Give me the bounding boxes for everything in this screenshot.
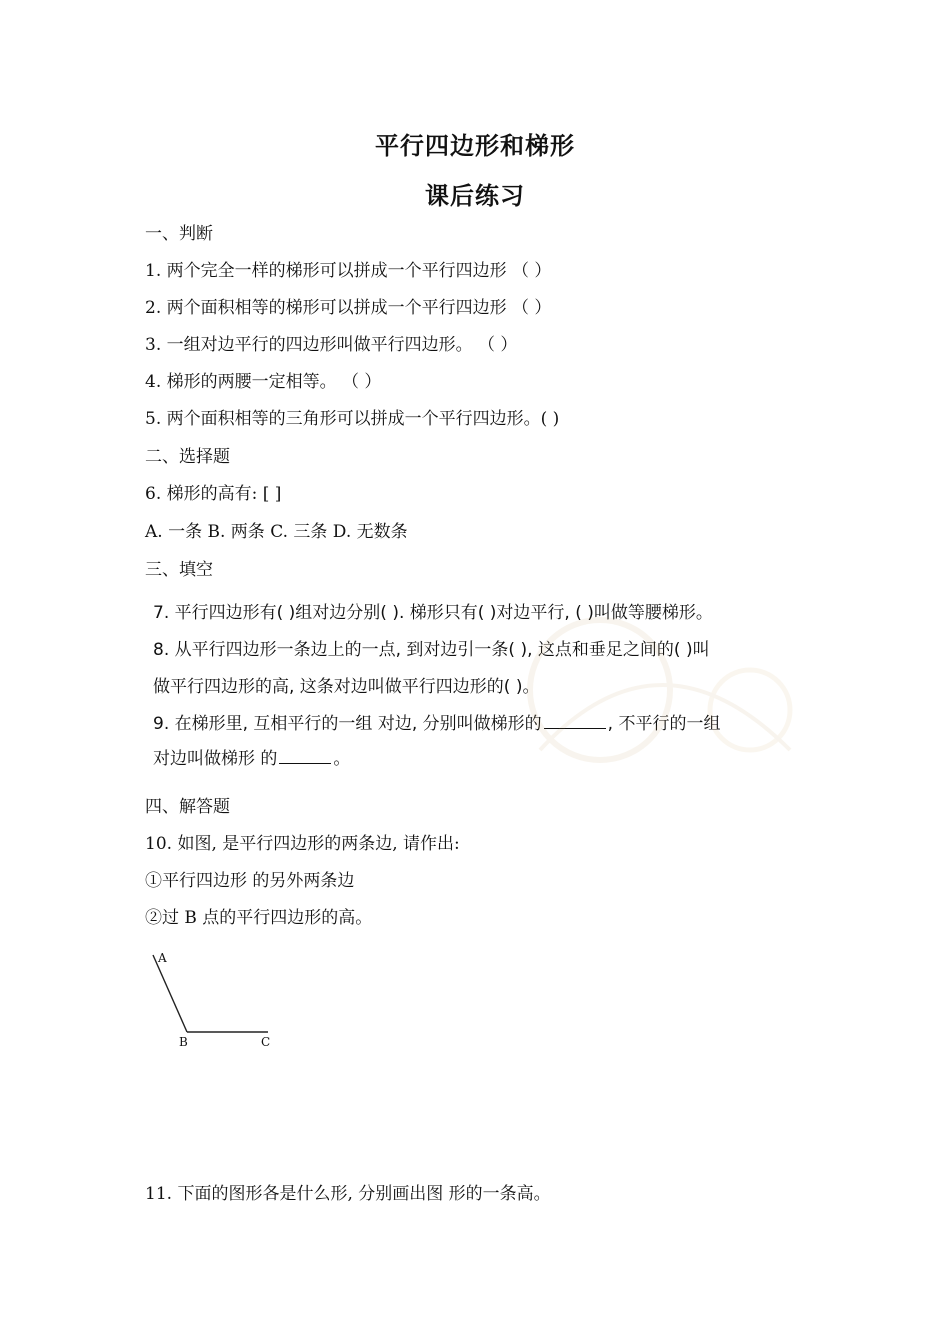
- answer-blank: [279, 762, 331, 764]
- page-title: 平行四边形和梯形: [375, 132, 575, 160]
- section-judgement: 一、判断: [145, 224, 213, 244]
- label-b: B: [179, 1035, 188, 1049]
- question-1: 1. 两个完全一样的梯形可以拼成一个平行四边形 （ ）: [145, 261, 552, 281]
- question-4: 4. 梯形的两腰一定相等。 （ ）: [145, 372, 382, 392]
- question-11: 11. 下面的图形各是什么形, 分别画出图 形的一条高。: [145, 1184, 551, 1204]
- question-8-line-1: 8. 从平行四边形一条边上的一点, 到对边引一条( ), 这点和垂足之间的( )叫: [153, 640, 710, 660]
- watermark-logo: [520, 600, 800, 780]
- question-10: 10. 如图, 是平行四边形的两条边, 请作出:: [145, 834, 460, 854]
- question-10-part-a: ①平行四边形 的另外两条边: [145, 871, 355, 891]
- question-9-line-2: [153, 748, 350, 770]
- question-9-text-b: , 不平行的一组: [607, 714, 721, 734]
- label-c: C: [261, 1035, 271, 1049]
- question-9-text-a: 9. 在梯形里, 互相平行的一组 对边, 分别叫做梯形的: [153, 714, 542, 734]
- section-solve: 四、解答题: [145, 797, 230, 817]
- question-7: 7. 平行四边形有( )组对边分别( ). 梯形只有( )对边平行, ( )叫做等腰梯形。: [153, 603, 713, 623]
- question-9-text-c: 对边叫做梯形 的: [153, 749, 278, 769]
- question-2: 2. 两个面积相等的梯形可以拼成一个平行四边形 （ ）: [145, 298, 552, 318]
- section-choice: 二、选择题: [145, 447, 230, 467]
- section-fill-in: 三、填空: [145, 560, 213, 580]
- question-6-options: A. 一条 B. 两条 C. 三条 D. 无数条: [145, 522, 408, 542]
- question-8-line-2: 做平行四边形的高, 这条对边叫做平行四边形的( )。: [153, 677, 540, 697]
- answer-blank: [544, 727, 606, 729]
- question-9-text-d: 。: [333, 749, 351, 769]
- question-6: 6. 梯形的高有: [ ]: [145, 484, 282, 504]
- angle-figure: [140, 945, 290, 1060]
- page-subtitle: 课后练习: [425, 182, 525, 210]
- label-a: A: [158, 951, 167, 965]
- question-9-line-1: [153, 713, 720, 735]
- question-10-part-b: ②过 B 点的平行四边形的高。: [145, 908, 373, 928]
- segment-ab: [153, 955, 187, 1032]
- question-5: 5. 两个面积相等的三角形可以拼成一个平行四边形。( ): [145, 409, 560, 429]
- question-3: 3. 一组对边平行的四边形叫做平行四边形。 （ ）: [145, 335, 518, 355]
